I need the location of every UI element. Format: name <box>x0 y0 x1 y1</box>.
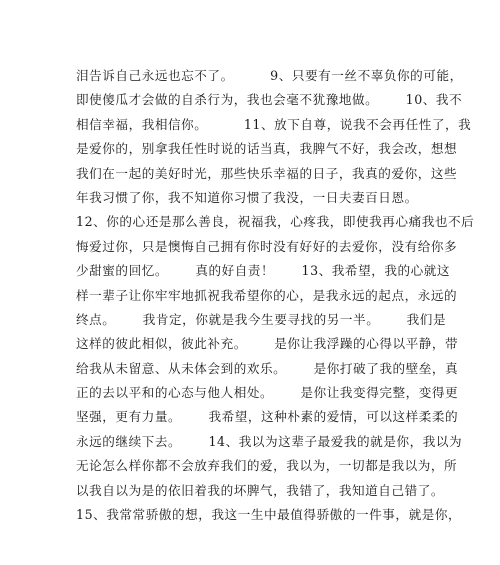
text-line: 15、我常常骄傲的想，我这一生中最值得骄傲的一件事，就是你， <box>76 507 462 523</box>
text-line: 这样的彼此相似，彼此补充。 是你让我浮躁的心得以平静，带 <box>76 336 459 352</box>
text-line: 年我习惯了你，我不知道你习惯了我没，一日夫妻百日恩。 <box>76 189 418 205</box>
text-line: 是爱你的，别拿我任性时说的话当真，我脾气不好，我会改，想想 <box>76 141 458 157</box>
text-line: 终点。 我肯定，你就是我今生要寻找的另一半。 我们是 <box>76 311 447 327</box>
text-line: 悔爱过你，只是懊悔自己拥有你时没有好好的去爱你，没有给你多 <box>76 238 458 254</box>
text-line: 正的去以平和的心态与他人相处。 是你让我变得完整，变得更 <box>76 385 459 401</box>
text-line: 我们在一起的美好时光，那些快乐幸福的日子，我真的爱你，这些 <box>76 165 458 181</box>
text-line: 12、你的心还是那么善良，祝福我，心疼我，即使我再心痛我也不后 <box>76 214 475 230</box>
text-line: 坚强，更有力量。 我希望，这种朴素的爱情，可以这样柔柔的 <box>76 409 459 425</box>
text-line: 泪告诉自己永远也忘不了。 9、只要有一丝不辜负你的可能， <box>76 68 463 83</box>
text-line: 相信幸福，我相信你。 11、放下自尊，说我不会再任性了，我 <box>76 116 472 132</box>
document-body <box>76 64 475 527</box>
text-line: 即使傻瓜才会做的自杀行为，我也会毫不犹豫地做。 10、我不 <box>76 92 463 108</box>
text-line: 少甜蜜的回忆。 真的好自责！ 13、我希望，我的心就这 <box>76 263 451 279</box>
text-line: 给我从未留意、从未体会到的欢乐。 是你打破了我的壁垒，真 <box>76 360 459 376</box>
text-line: 样一辈子让你牢牢地抓祝我希望你的心，是我永远的起点，永远的 <box>76 287 458 303</box>
text-line: 无论怎么样你都不会放弃我们的爱，我以为，一切都是我以为，所 <box>76 458 458 474</box>
text-line: 以我自以为是的依旧着我的坏脾气，我错了，我知道自己错了。 <box>76 482 445 498</box>
text-line: 永远的继续下去。 14、我以为这辈子最爱我的就是你，我以为 <box>76 433 463 449</box>
